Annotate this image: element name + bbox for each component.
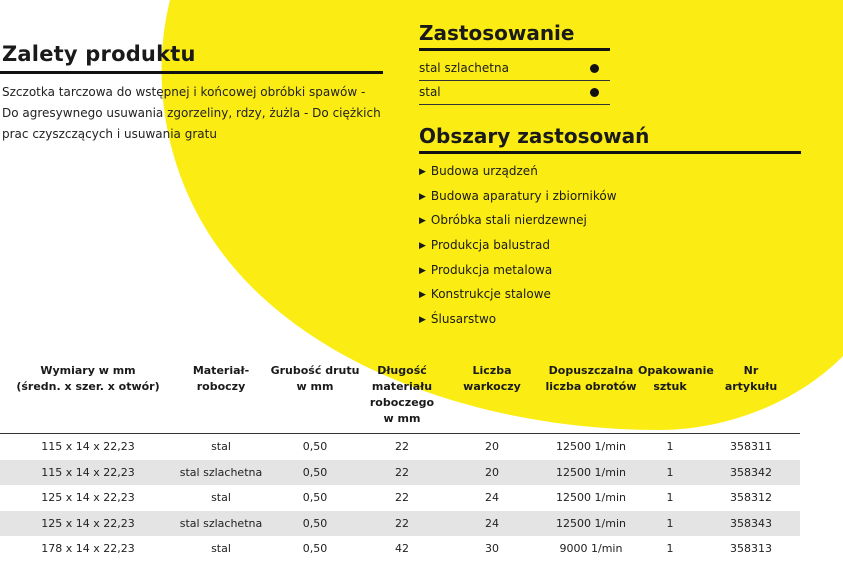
header-line: Wymiary w mm bbox=[40, 364, 136, 377]
header-line: Długość bbox=[377, 364, 427, 377]
cell-opakowanie: 1 bbox=[666, 542, 674, 555]
cell-obroty: 12500 1/min bbox=[556, 465, 626, 479]
product-table-body bbox=[0, 434, 800, 562]
header-line: Materiał- bbox=[192, 364, 250, 377]
header-nr-artykulu bbox=[702, 363, 800, 395]
zastosowanie-list bbox=[419, 57, 610, 105]
cell-obroty: 12500 1/min bbox=[556, 516, 626, 530]
cell-opakowanie: 1 bbox=[666, 516, 674, 530]
cell-wymiary: 115 x 14 x 22,23 bbox=[41, 465, 135, 479]
cell-nr-artykulu: 358311 bbox=[730, 440, 772, 453]
cell-wymiary: 125 x 14 x 22,23 bbox=[41, 516, 135, 530]
cell-grubosc: 0,50 bbox=[302, 491, 328, 504]
obszary-item bbox=[419, 282, 617, 307]
header-line: Opakowanie bbox=[638, 364, 714, 377]
zalety-divider bbox=[0, 71, 383, 74]
triangle-right-icon: ▶ bbox=[419, 290, 426, 301]
header-line: sztuk bbox=[653, 380, 687, 393]
header-line: w mm bbox=[383, 412, 421, 425]
obszary-item bbox=[419, 159, 617, 184]
header-line: warkoczy bbox=[463, 380, 521, 393]
header-line: roboczego bbox=[369, 396, 435, 409]
triangle-right-icon: ▶ bbox=[419, 167, 426, 177]
zastosowanie-item-label: stal bbox=[419, 85, 441, 99]
obszary-item-label: Konstrukcje stalowe bbox=[430, 287, 551, 302]
cell-nr-artykulu: 358342 bbox=[730, 465, 772, 479]
zastosowanie-title: Zastosowanie bbox=[419, 21, 575, 45]
obszary-item bbox=[419, 233, 617, 258]
cell-grubosc: 0,50 bbox=[302, 440, 328, 453]
cell-warkocze: 20 bbox=[485, 440, 499, 453]
cell-nr-artykulu: 358343 bbox=[730, 516, 772, 530]
obszary-divider bbox=[419, 151, 801, 154]
triangle-right-icon: ▶ bbox=[419, 315, 426, 326]
cell-nr-artykulu: 358313 bbox=[730, 542, 772, 555]
cell-dlugosc: 22 bbox=[395, 440, 409, 453]
obszary-item-label: Produkcja balustrad bbox=[430, 238, 551, 253]
cell-wymiary: 178 x 14 x 22,23 bbox=[41, 542, 135, 555]
cell-obroty: 9000 1/min bbox=[559, 542, 623, 555]
cell-material: stal bbox=[211, 542, 231, 555]
header-line: Nr bbox=[743, 364, 759, 377]
zastosowanie-divider bbox=[419, 48, 610, 51]
header-line: Liczba bbox=[472, 364, 512, 377]
cell-grubosc: 0,50 bbox=[302, 465, 328, 479]
cell-opakowanie: 1 bbox=[666, 440, 674, 453]
obszary-item bbox=[419, 258, 617, 283]
header-opakowanie bbox=[638, 363, 714, 395]
cell-dlugosc: 22 bbox=[395, 516, 409, 530]
obszary-item-label: Obróbka stali nierdzewnej bbox=[430, 213, 587, 228]
cell-warkocze: 30 bbox=[485, 542, 499, 555]
header-line: liczba obrotów bbox=[545, 380, 637, 393]
triangle-right-icon: ▶ bbox=[419, 216, 426, 227]
cell-dlugosc: 22 bbox=[395, 491, 409, 504]
cell-nr-artykulu: 358312 bbox=[730, 491, 772, 504]
table-row bbox=[0, 536, 800, 562]
cell-grubosc: 0,50 bbox=[302, 542, 328, 555]
cell-dlugosc: 22 bbox=[395, 465, 409, 479]
cell-material: stal szlachetna bbox=[179, 465, 263, 479]
cell-warkocze: 24 bbox=[485, 491, 499, 504]
table-row bbox=[0, 434, 800, 460]
header-line: w mm bbox=[296, 380, 334, 393]
triangle-right-icon: ▶ bbox=[419, 191, 426, 202]
obszary-title: Obszary zastosowań bbox=[419, 124, 650, 148]
table-row bbox=[0, 511, 800, 537]
zalety-description: Szczotka tarczowa do wstępnej i końcowej obróbki spawów - Do agresywnego usuwania zgorzeliny, rdzy, żużla - Do ciężkich prac czyszczących i usuwania gratu bbox=[2, 85, 381, 141]
header-line: roboczy bbox=[196, 380, 246, 393]
bullet-dot-icon bbox=[590, 64, 599, 73]
header-dlugosc bbox=[364, 363, 440, 427]
bullet-dot-icon bbox=[590, 88, 599, 97]
table-row bbox=[0, 460, 800, 486]
header-line: artykułu bbox=[724, 380, 778, 393]
triangle-right-icon: ▶ bbox=[419, 241, 426, 252]
obszary-item-label: Budowa aparatury i zbiorników bbox=[430, 188, 617, 203]
header-material bbox=[176, 363, 266, 395]
obszary-item bbox=[419, 184, 617, 209]
header-line: materiału bbox=[371, 380, 433, 393]
zastosowanie-item bbox=[419, 57, 610, 81]
cell-wymiary: 125 x 14 x 22,23 bbox=[41, 491, 135, 504]
header-liczba-warkoczy bbox=[440, 363, 544, 395]
header-grubosc bbox=[266, 363, 364, 395]
obszary-item bbox=[419, 208, 617, 233]
triangle-right-icon: ▶ bbox=[419, 265, 426, 276]
cell-material: stal szlachetna bbox=[179, 516, 263, 530]
zastosowanie-item-label: stal szlachetna bbox=[419, 61, 509, 75]
cell-grubosc: 0,50 bbox=[302, 516, 328, 530]
obszary-item bbox=[419, 307, 617, 332]
cell-material: stal bbox=[211, 440, 231, 453]
header-wymiary bbox=[0, 363, 176, 395]
cell-obroty: 12500 1/min bbox=[556, 440, 626, 453]
table-row bbox=[0, 485, 800, 511]
cell-warkocze: 24 bbox=[485, 516, 499, 530]
header-line: Grubość drutu bbox=[270, 364, 360, 377]
header-obroty bbox=[544, 363, 638, 395]
cell-warkocze: 20 bbox=[485, 465, 499, 479]
cell-dlugosc: 42 bbox=[395, 542, 409, 555]
obszary-item-label: Produkcja metalowa bbox=[430, 262, 553, 277]
obszary-list bbox=[419, 159, 617, 332]
cell-opakowanie: 1 bbox=[666, 465, 674, 479]
cell-material: stal bbox=[211, 491, 231, 504]
header-line: Dopuszczalna bbox=[548, 364, 634, 377]
cell-opakowanie: 1 bbox=[666, 491, 674, 504]
obszary-item-label: Ślusarstwo bbox=[430, 312, 497, 327]
zastosowanie-item bbox=[419, 81, 610, 105]
zalety-title: Zalety produktu bbox=[2, 42, 196, 66]
cell-wymiary: 115 x 14 x 22,23 bbox=[41, 440, 135, 453]
obszary-item-label: Budowa urządzeń bbox=[430, 164, 538, 178]
header-line: (średn. x szer. x otwór) bbox=[16, 380, 160, 393]
cell-obroty: 12500 1/min bbox=[556, 491, 626, 504]
